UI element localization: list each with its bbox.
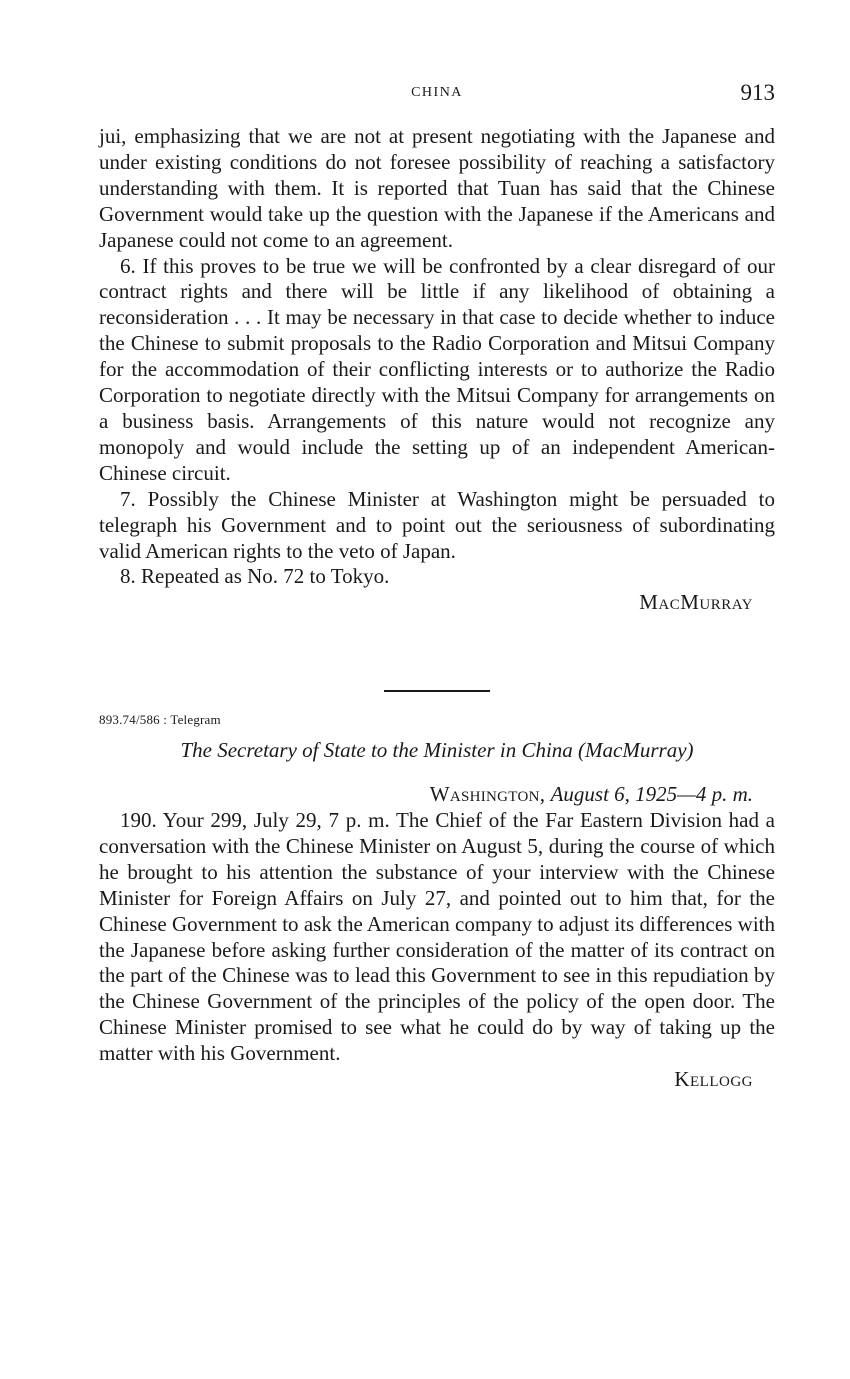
file-reference: 893.74/586 : Telegram — [99, 712, 221, 727]
paragraph-7: 7. Possibly the Chinese Minister at Washington might be persuaded to telegraph his Government and to point out the seriousness of subordinating valid American rights to the veto of Japan. — [99, 486, 775, 563]
dateline — [99, 782, 775, 807]
page-number: 913 — [740, 80, 775, 105]
running-title: CHINA — [411, 85, 463, 100]
signature-macmurray: MacMurray — [639, 590, 753, 615]
dateline-city: Washington, — [429, 782, 546, 806]
telegram-body: 190. Your 299, July 29, 7 p. m. The Chief of the Far Eastern Division had a conversation with the Chinese Minister on August 5, during the course of which he brought to his attention the substance of your interview with the Chinese Minister for Foreign Affairs on July 27, and pointed out to him that, for the Chinese Government to ask the American company to adjust its differences with the Japanese before asking further consideration of the matter of its contract on the part of the Chinese was to lead this Government to see in this repudiation by the Chinese Government of the principles of the policy of the open door. The Chinese Minister promised to see what he could do by way of taking up the matter with his Government. — [99, 808, 775, 1066]
running-head — [99, 80, 775, 106]
continuation-paragraph: jui, emphasizing that we are not at present negotiating with the Japanese and under existing conditions do not foresee possibility of reaching a satisfactory understanding with them. It is reported that Tuan has said that the Chinese Government would take up the question with the Japanese if the Americans and Japanese could not come to an agreement. — [99, 124, 775, 252]
paragraph-8: 8. Repeated as No. 72 to Tokyo. — [120, 564, 390, 589]
signature-kellogg: Kellogg — [674, 1067, 753, 1092]
section-divider — [384, 690, 490, 692]
dateline-date: August 6, 1925—4 p. m. — [550, 782, 753, 806]
first-letter-body — [99, 124, 775, 616]
document-title: The Secretary of State to the Minister in China (MacMurray) — [180, 738, 694, 762]
paragraph-6: 6. If this proves to be true we will be confronted by a clear disregard of our contract rights and there will be little if any likelihood of obtaining a reconsideration . . . It may be necessary in that case to decide whether to induce the Chinese to submit proposals to the Radio Corporation and Mitsui Company for the accommodation of their conflicting interests or to authorize the Radio Corporation to negotiate directly with the Mitsui Company for arrangements on a business basis. Arrangements of this nature would not recognize any monopoly and would include the setting up of an independent American-Chinese circuit. — [99, 253, 775, 485]
second-letter-body — [99, 808, 775, 1093]
